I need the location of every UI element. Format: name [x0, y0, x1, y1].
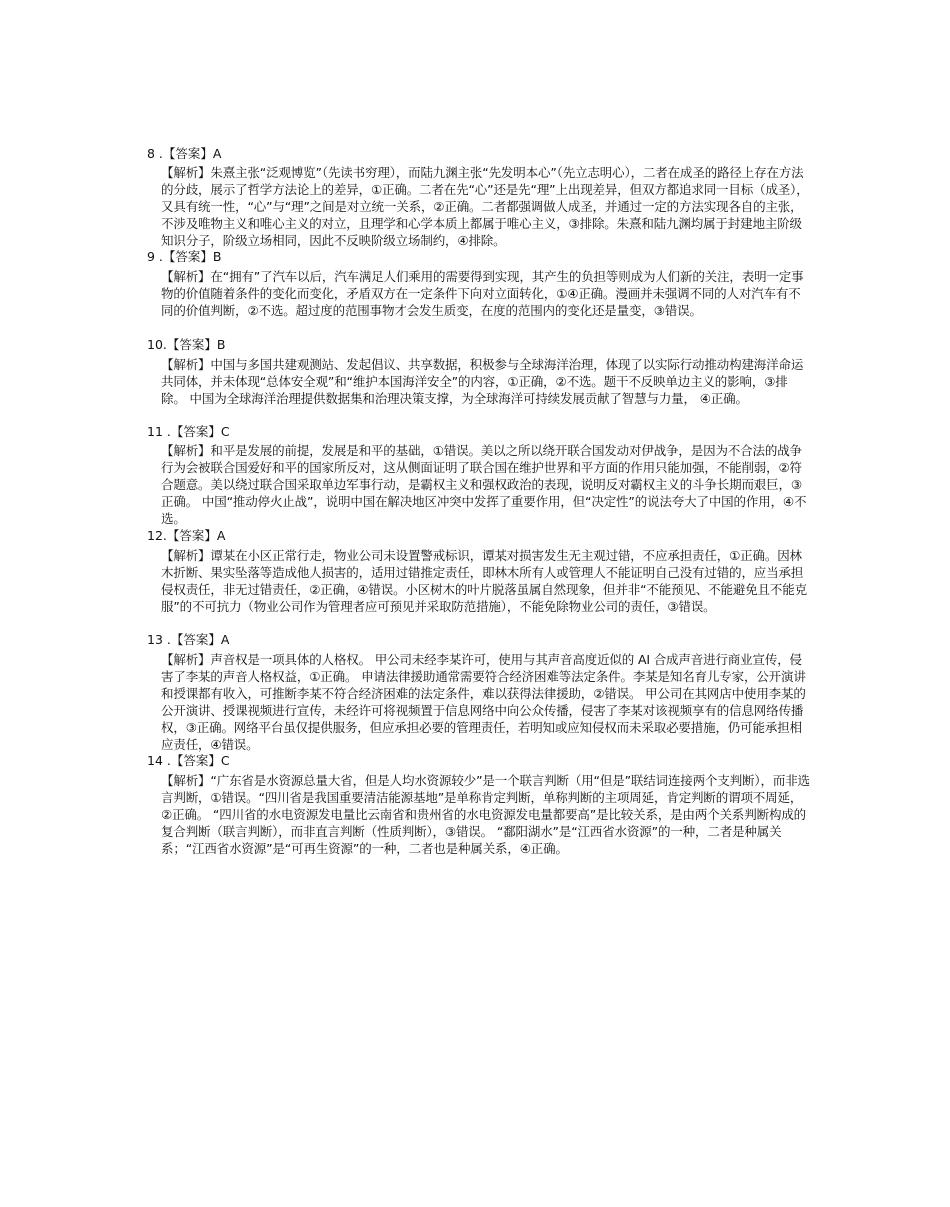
explanation-12: 【解析】谭某在小区正常行走，物业公司未设置警戒标识，谭某对损害发生无主观过错，不应承担责任，①正确。因林木折断、果实坠落等造成他人损害的，适用过错推定责任，即林木所有人或管理人不能证明自己没有过错的，应当承担侵权责任，非无过错责任，②正确，④错误。小区树木的叶片脱落虽属自然现象，但并非“不能预见、不能避免且不能克服”的不可抗力（物业公司作为管理者应可预见并采取防范措施），不能免除物业公司的责任，③错误。	[161, 548, 807, 614]
answer-line-14: 14 .【答案】C	[147, 753, 230, 768]
answer-line-9: 9 .【答案】B	[147, 249, 222, 264]
explanation-8: 【解析】朱熹主张“泛观博览”（先读书穷理），而陆九渊主张“先发明本心”（先立志明心），二者在成圣的路径上存在方法的分歧，展示了哲学方法论上的差异，①正确。二者在先“心”还是先“理”上出现差异，但双方都追求同一目标（成圣），又具有统一性，“心”与“理”之间是对立统一关系，②正确。二者都强调做人成圣，并通过一定的方法实现各自的主张，不涉及唯物主义和唯心主义的对立，且理学和心学本质上都属于唯心主义，③排除。朱熹和陆九渊均属于封建地主阶级知识分子，阶级立场相同，因此不反映阶级立场制约，④排除。	[161, 165, 809, 248]
answer-line-12: 12.【答案】A	[147, 528, 226, 543]
answer-line-8: 8 .【答案】A	[147, 146, 222, 161]
explanation-10: 【解析】中国与多国共建观测站、发起倡议、共享数据，积极参与全球海洋治理，体现了以实际行动推动构建海洋命运共同体，并未体现“总体安全观”和“维护本国海洋安全”的内容，①正确，②不选。题干不反映单边主义的影响，③排除。 中国为全球海洋治理提供数据集和治理决策支撑，为全球海洋可持续发展贡献了智慧与力量， ④正确。	[161, 357, 804, 406]
answer-line-10: 10.【答案】B	[147, 337, 226, 352]
explanation-13: 【解析】声音权是一项具体的人格权。 甲公司未经李某许可，使用与其声音高度近似的 AI 合成声音进行商业宣传，侵害了李某的声音人格权益，①正确。 申请法律援助通常需要符合经济困难等法定条件。李某是知名育儿专家，公开演讲和授课都有收入，可推断李某不符合经济困难的法定条件，难以获得法律援助，②错误。 甲公司在其网店中使用李某的公开演讲、授课视频进行宣传，未经许可将视频置于信息网络中向公众传播，侵害了李某对该视频享有的信息网络传播权，③正确。网络平台虽仅提供服务，但应承担必要的管理责任，若明知或应知侵权而未采取必要措施，仍可能承担相应责任，④错误。	[161, 652, 806, 752]
answer-line-11: 11 .【答案】C	[147, 424, 230, 439]
explanation-9: 【解析】在“拥有”了汽车以后，汽车满足人们乘用的需要得到实现，其产生的负担等则成为人们新的关注，表明一定事物的价值随着条件的变化而变化，矛盾双方在一定条件下向对立面转化，①④正确。漫画并未强调不同的人对汽车有不同的价值判断，②不选。超过度的范围事物才会发生质变，在度的范围内的变化还是量变，③错误。	[161, 269, 804, 318]
answer-line-13: 13 .【答案】A	[147, 632, 230, 647]
explanation-11: 【解析】和平是发展的前提，发展是和平的基础，①错误。美以之所以绕开联合国发动对伊战争，是因为不合法的战争行为会被联合国爱好和平的国家所反对，这从侧面证明了联合国在维护世界和平方面的作用只能加强，不能削弱，②符合题意。美以绕过联合国采取单边军事行动，是霸权主义和强权政治的表现，说明反对霸权主义的斗争长期而艰巨，③正确。 中国“推动停火止战”，说明中国在解决地区冲突中发挥了重要作用，但“决定性”的说法夸大了中国的作用，④不选。	[161, 443, 807, 526]
explanation-14: 【解析】“广东省是水资源总量大省，但是人均水资源较少”是一个联言判断（用“但是”联结词连接两个支判断），而非选言判断，①错误。“四川省是我国重要清洁能源基地”是单称肯定判断，单称判断的主项周延，肯定判断的谓项不周延，②正确。 “四川省的水电资源发电量比云南省和贵州省的水电资源发电量都要高”是比较关系，是由两个关系判断构成的复合判断（联言判断），而非直言判断（性质判断），③错误。 “鄱阳湖水”是“江西省水资源”的一种，二者是种属关系；“江西省水资源”是“可再生资源”的一种，二者也是种属关系，④正确。	[161, 773, 810, 856]
